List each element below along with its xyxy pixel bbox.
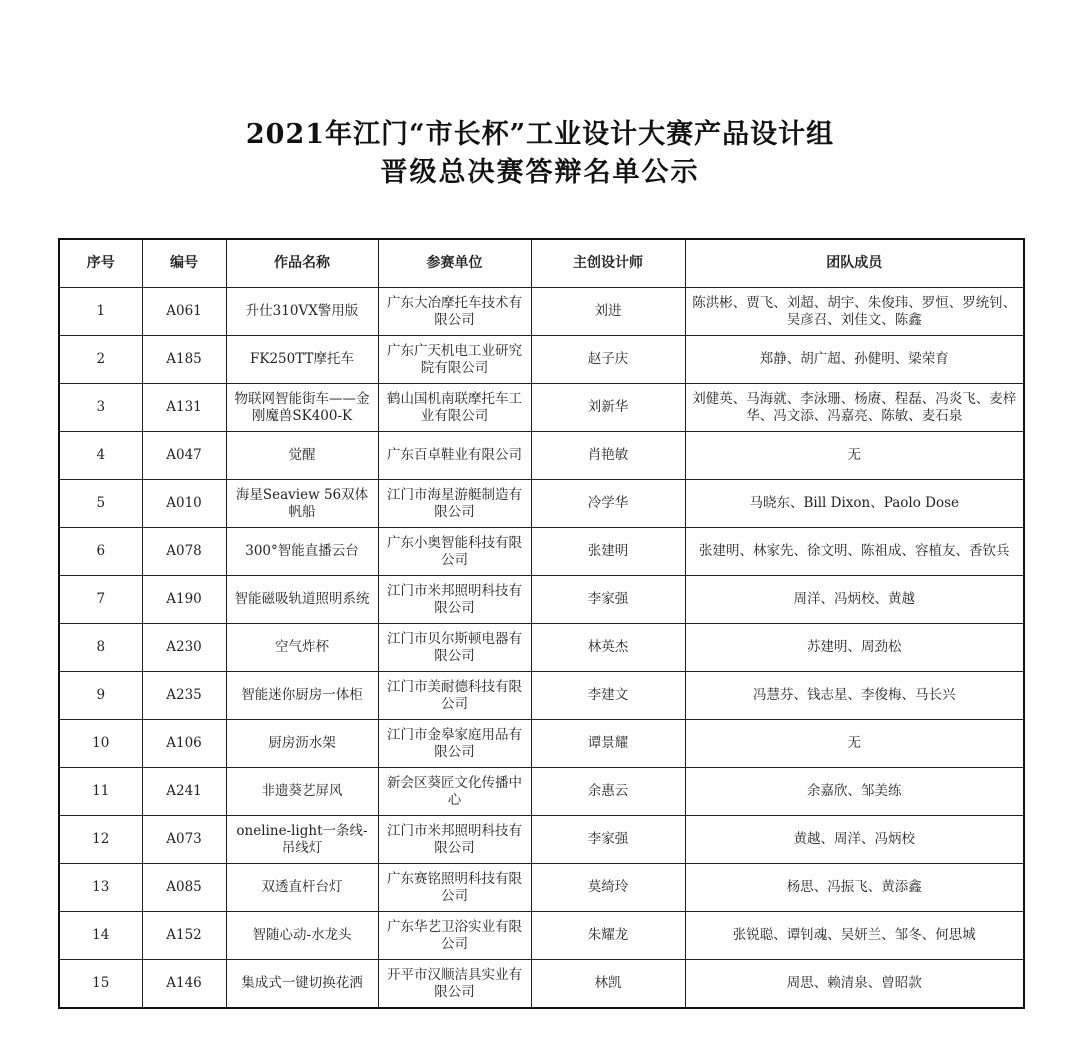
cell-team-members: 冯慧芬、钱志星、李俊梅、马长兴 bbox=[685, 672, 1024, 720]
cell-code: A061 bbox=[142, 288, 226, 336]
cell-team-members: 无 bbox=[685, 432, 1024, 480]
cell-organization: 江门市米邦照明科技有限公司 bbox=[378, 576, 531, 624]
cell-team-members: 杨思、冯振飞、黄添鑫 bbox=[685, 864, 1024, 912]
cell-code: A230 bbox=[142, 624, 226, 672]
finalist-table bbox=[58, 238, 1025, 1009]
cell-team-members: 苏建明、周劲松 bbox=[685, 624, 1024, 672]
table-row bbox=[59, 816, 1024, 864]
header-code: 编号 bbox=[142, 239, 226, 288]
cell-index: 11 bbox=[59, 768, 142, 816]
cell-code: A010 bbox=[142, 480, 226, 528]
cell-team-members: 无 bbox=[685, 720, 1024, 768]
cell-work-name: 觉醒 bbox=[226, 432, 378, 480]
table-row bbox=[59, 960, 1024, 1009]
cell-code: A106 bbox=[142, 720, 226, 768]
cell-lead-designer: 赵子庆 bbox=[531, 336, 685, 384]
cell-lead-designer: 林凯 bbox=[531, 960, 685, 1009]
table-row bbox=[59, 576, 1024, 624]
cell-index: 15 bbox=[59, 960, 142, 1009]
cell-lead-designer: 李家强 bbox=[531, 816, 685, 864]
table-row bbox=[59, 480, 1024, 528]
cell-work-name: 升仕310VX警用版 bbox=[226, 288, 378, 336]
cell-lead-designer: 林英杰 bbox=[531, 624, 685, 672]
cell-work-name: 智能磁吸轨道照明系统 bbox=[226, 576, 378, 624]
page-title-line1: 2021年江门“市长杯”工业设计大赛产品设计组 bbox=[245, 119, 835, 150]
cell-work-name: oneline-light一条线-吊线灯 bbox=[226, 816, 378, 864]
cell-code: A152 bbox=[142, 912, 226, 960]
cell-code: A190 bbox=[142, 576, 226, 624]
cell-code: A146 bbox=[142, 960, 226, 1009]
table-row bbox=[59, 768, 1024, 816]
cell-lead-designer: 朱耀龙 bbox=[531, 912, 685, 960]
cell-lead-designer: 肖艳敏 bbox=[531, 432, 685, 480]
table-row bbox=[59, 336, 1024, 384]
cell-organization: 广东百卓鞋业有限公司 bbox=[378, 432, 531, 480]
table-row bbox=[59, 912, 1024, 960]
cell-work-name: 300°智能直播云台 bbox=[226, 528, 378, 576]
cell-work-name: 集成式一键切换花洒 bbox=[226, 960, 378, 1009]
cell-work-name: 双透直杆台灯 bbox=[226, 864, 378, 912]
cell-organization: 开平市汉顺洁具实业有限公司 bbox=[378, 960, 531, 1009]
cell-organization: 鹤山国机南联摩托车工业有限公司 bbox=[378, 384, 531, 432]
cell-team-members: 刘健英、马海就、李泳珊、杨赓、程磊、冯炎飞、麦梓华、冯文添、冯嘉亮、陈敏、麦石泉 bbox=[685, 384, 1024, 432]
cell-index: 4 bbox=[59, 432, 142, 480]
cell-lead-designer: 冷学华 bbox=[531, 480, 685, 528]
cell-lead-designer: 刘进 bbox=[531, 288, 685, 336]
header-index: 序号 bbox=[59, 239, 142, 288]
cell-team-members: 周洋、冯炳校、黄越 bbox=[685, 576, 1024, 624]
cell-code: A235 bbox=[142, 672, 226, 720]
cell-code: A047 bbox=[142, 432, 226, 480]
cell-code: A073 bbox=[142, 816, 226, 864]
header-work-name: 作品名称 bbox=[226, 239, 378, 288]
cell-organization: 广东赛铭照明科技有限公司 bbox=[378, 864, 531, 912]
cell-index: 1 bbox=[59, 288, 142, 336]
cell-code: A185 bbox=[142, 336, 226, 384]
cell-index: 3 bbox=[59, 384, 142, 432]
cell-organization: 新会区葵匠文化传播中心 bbox=[378, 768, 531, 816]
table-header-row bbox=[59, 239, 1024, 288]
cell-lead-designer: 李建文 bbox=[531, 672, 685, 720]
cell-organization: 江门市金皋家庭用品有限公司 bbox=[378, 720, 531, 768]
cell-team-members: 黄越、周洋、冯炳校 bbox=[685, 816, 1024, 864]
table-row bbox=[59, 672, 1024, 720]
table-row bbox=[59, 384, 1024, 432]
table-row bbox=[59, 720, 1024, 768]
cell-lead-designer: 李家强 bbox=[531, 576, 685, 624]
cell-code: A131 bbox=[142, 384, 226, 432]
cell-team-members: 余嘉欣、邹美练 bbox=[685, 768, 1024, 816]
cell-organization: 江门市海星游艇制造有限公司 bbox=[378, 480, 531, 528]
cell-index: 13 bbox=[59, 864, 142, 912]
cell-organization: 广东华艺卫浴实业有限公司 bbox=[378, 912, 531, 960]
cell-index: 8 bbox=[59, 624, 142, 672]
cell-work-name: 空气炸杯 bbox=[226, 624, 378, 672]
cell-lead-designer: 莫绮玲 bbox=[531, 864, 685, 912]
cell-team-members: 马晓东、Bill Dixon、Paolo Dose bbox=[685, 480, 1024, 528]
cell-lead-designer: 余惠云 bbox=[531, 768, 685, 816]
table-row bbox=[59, 528, 1024, 576]
cell-team-members: 周思、赖清泉、曾昭款 bbox=[685, 960, 1024, 1009]
header-team-members: 团队成员 bbox=[685, 239, 1024, 288]
cell-work-name: 海星Seaview 56双体帆船 bbox=[226, 480, 378, 528]
cell-lead-designer: 刘新华 bbox=[531, 384, 685, 432]
cell-work-name: 厨房沥水架 bbox=[226, 720, 378, 768]
cell-index: 14 bbox=[59, 912, 142, 960]
cell-work-name: 智随心动-水龙头 bbox=[226, 912, 378, 960]
cell-organization: 江门市米邦照明科技有限公司 bbox=[378, 816, 531, 864]
cell-index: 5 bbox=[59, 480, 142, 528]
cell-code: A085 bbox=[142, 864, 226, 912]
header-lead-designer: 主创设计师 bbox=[531, 239, 685, 288]
cell-organization: 广东大冶摩托车技术有限公司 bbox=[378, 288, 531, 336]
cell-code: A078 bbox=[142, 528, 226, 576]
cell-lead-designer: 张建明 bbox=[531, 528, 685, 576]
cell-organization: 江门市美耐德科技有限公司 bbox=[378, 672, 531, 720]
cell-index: 9 bbox=[59, 672, 142, 720]
cell-team-members: 张建明、林家先、徐文明、陈祖成、容植友、香钦兵 bbox=[685, 528, 1024, 576]
cell-index: 12 bbox=[59, 816, 142, 864]
cell-team-members: 郑静、胡广超、孙健明、梁荣育 bbox=[685, 336, 1024, 384]
cell-organization: 江门市贝尔斯顿电器有限公司 bbox=[378, 624, 531, 672]
cell-code: A241 bbox=[142, 768, 226, 816]
table-row bbox=[59, 624, 1024, 672]
header-organization: 参赛单位 bbox=[378, 239, 531, 288]
cell-work-name: FK250TT摩托车 bbox=[226, 336, 378, 384]
table-row bbox=[59, 432, 1024, 480]
cell-work-name: 非遗葵艺屏风 bbox=[226, 768, 378, 816]
cell-work-name: 智能迷你厨房一体柜 bbox=[226, 672, 378, 720]
cell-index: 6 bbox=[59, 528, 142, 576]
cell-index: 10 bbox=[59, 720, 142, 768]
cell-index: 7 bbox=[59, 576, 142, 624]
cell-index: 2 bbox=[59, 336, 142, 384]
cell-lead-designer: 谭景耀 bbox=[531, 720, 685, 768]
cell-team-members: 张锐聪、谭钊魂、吴妍兰、邹冬、何思城 bbox=[685, 912, 1024, 960]
cell-work-name: 物联网智能街车——金刚魔兽SK400-K bbox=[226, 384, 378, 432]
cell-organization: 广东广天机电工业研究院有限公司 bbox=[378, 336, 531, 384]
page-title-line2: 晋级总决赛答辩名单公示 bbox=[380, 157, 700, 188]
cell-organization: 广东小奥智能科技有限公司 bbox=[378, 528, 531, 576]
cell-team-members: 陈洪彬、贾飞、刘超、胡宇、朱俊玮、罗恒、罗统钊、吴彦召、刘佳文、陈鑫 bbox=[685, 288, 1024, 336]
table-row bbox=[59, 864, 1024, 912]
table-row bbox=[59, 288, 1024, 336]
